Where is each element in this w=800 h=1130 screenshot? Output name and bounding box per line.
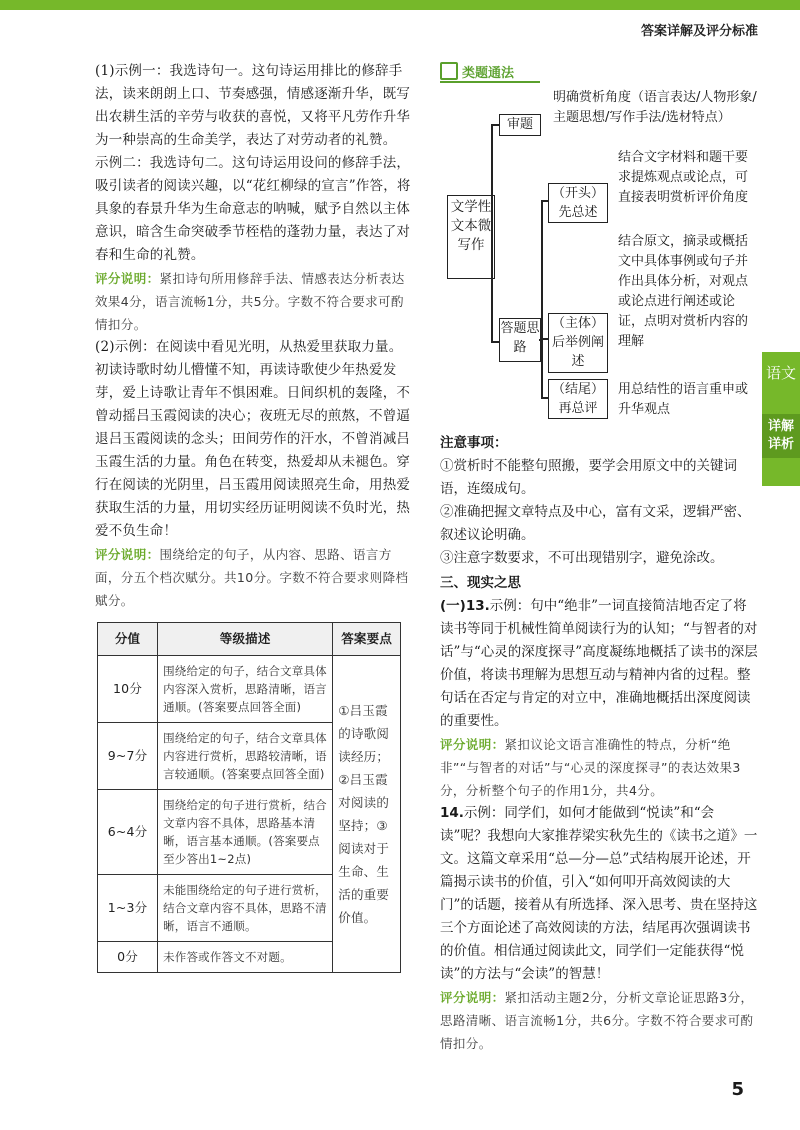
question-number: (一)13. bbox=[440, 598, 490, 614]
scoring-label: 评分说明： bbox=[95, 547, 160, 562]
mindmap-connector bbox=[541, 338, 548, 340]
mindmap-connector bbox=[541, 200, 548, 202]
note-item: ③注意字数要求，不可出现错别字，避免涂改。 bbox=[440, 550, 724, 566]
row-score: 0分 bbox=[98, 942, 158, 973]
scoring-note-3 bbox=[440, 733, 758, 802]
subject-side-tab bbox=[762, 352, 800, 486]
answer-1-example-1: (1)示例一：我选诗句一。这句诗运用排比的修辞手法，读来朗朗上口、节奏感强，情感逐渐升华，既写出农耕生活的辛劳与收获的喜悦，又将平凡劳作升华为一种崇高的生命美学，表达了对劳动者的礼赞。 bbox=[95, 63, 411, 148]
section-label: 详解详析 bbox=[762, 414, 800, 458]
row-score: 10分 bbox=[98, 656, 158, 723]
answer-text: 示例：句中“绝非”一词直接简洁地否定了将读书等同于机械性简单阅读行为的认知；“与智者的对话”与“心灵的深度探寻”高度凝练地概括了读书的深层价值，将读书理解为思想互动与精神内省的过程。整句话在否定与肯定的对立中，准确地概括出深度阅读的重要性。 bbox=[440, 598, 758, 729]
mindmap-text-shenti: 明确赏析角度（语言表达/人物形象/主题思想/写作手法/选材特点） bbox=[553, 90, 757, 125]
page-number: 5 bbox=[731, 1079, 744, 1100]
mindmap-connector bbox=[491, 124, 499, 126]
mindmap-text-kaitou: 结合文字材料和题干要求提炼观点或论点，可直接表明赏析评价角度 bbox=[618, 150, 749, 205]
scoring-label: 评分说明： bbox=[440, 990, 505, 1005]
row-description: 围绕给定的句子，结合文章具体内容进行赏析，思路较清晰，语言较通顺。(答案要点回答全面) bbox=[158, 723, 333, 790]
scoring-text: 紧扣诗句所用修辞手法、情感表达分析表达效果4分，语言流畅1分，共5分。字数不符合要求可酌情扣分。 bbox=[95, 271, 405, 332]
method-underline bbox=[440, 81, 540, 83]
row-score: 1~3分 bbox=[98, 875, 158, 942]
answer-2-example: (2)示例：在阅读中看见光明，从热爱里获取力量。初读诗歌时幼儿懵懂不知，再读诗歌使少年热爱发芽，爱上诗歌让青年不惧困难。日间织机的轰隆，不曾动摇吕玉霞阅读的决心；夜班无尽的煎熬，不曾逼退吕玉霞阅读的念头；田间劳作的汗水，不曾消减吕玉霞生活的力量。角色在转变，热爱却从未褪色。穿行在阅读的光阴里，吕玉霞用阅读照亮生命，用热爱获取生活的力量，用切实经历证明阅读不负时光，热爱不负生命！ bbox=[95, 339, 411, 539]
method-icon bbox=[440, 62, 458, 80]
question-number: 14. bbox=[440, 805, 464, 821]
row-description: 未作答或作答文不对题。 bbox=[158, 942, 333, 973]
row-score: 6~4分 bbox=[98, 790, 158, 875]
scoring-text: 围绕给定的句子，从内容、思路、语言方面，分五个档次赋分。共10分。字数不符合要求则降档赋分。 bbox=[95, 547, 409, 608]
answer-14 bbox=[440, 802, 758, 986]
header-key-points: 答案要点 bbox=[333, 623, 401, 656]
mindmap-node-silu: 答题思路 bbox=[499, 318, 541, 362]
notes-title: 注意事项： bbox=[440, 435, 508, 451]
scoring-note-1 bbox=[95, 267, 415, 336]
mindmap-root: 文学性文本微写作 bbox=[447, 195, 495, 279]
subject-label: 语文 bbox=[765, 364, 796, 382]
table-row bbox=[98, 656, 401, 723]
note-item: ②准确把握文章特点及中心，富有文采，逻辑严密、叙述议论明确。 bbox=[440, 504, 751, 543]
scoring-text: 紧扣活动主题2分，分析文章论证思路3分，思路清晰、语言流畅1分，共6分。字数不符合要求可酌情扣分。 bbox=[440, 990, 754, 1051]
scoring-note-4 bbox=[440, 986, 758, 1055]
row-description: 围绕给定的句子进行赏析，结合文章内容不具体，思路基本清晰，语言基本通顺。(答案要点至少答出1~2点) bbox=[158, 790, 333, 875]
scoring-label: 评分说明： bbox=[95, 271, 160, 286]
method-heading bbox=[440, 62, 514, 81]
mindmap-connector bbox=[541, 397, 548, 399]
scoring-text: 紧扣议论文语言准确性的特点，分析“绝非”“与智者的对话”与“心灵的深度探寻”的表达效果3分，分析整个句子的作用1分，共4分。 bbox=[440, 737, 741, 798]
mindmap-node-kaitou: （开头）先总述 bbox=[548, 183, 608, 223]
mindmap-node-shenti: 审题 bbox=[499, 114, 541, 136]
answer-text: 示例：同学们，如何才能做到“悦读”和“会读”呢？我想向大家推荐梁实秋先生的《读书之道》一文。这篇文章采用“总—分—总”式结构展开论述，开篇揭示读书的价值，引入“如何叩开高效阅读的大门”的话题，接着从有所选择、深入思考、贵在坚持这三个方面论述了高效阅读的方法，结尾再次强调读书的价值。相信通过阅读此文，同学们一定能获得“悦读”的方法与“会读”的智慧！ bbox=[440, 805, 758, 982]
left-column bbox=[95, 60, 415, 973]
scoring-label: 评分说明： bbox=[440, 737, 505, 752]
scoring-note-2 bbox=[95, 543, 415, 612]
page-header: 答案详解及评分标准 bbox=[640, 24, 758, 39]
note-item: ①赏析时不能整句照搬，要学会用原文中的关键词语，连缀成句。 bbox=[440, 458, 737, 497]
section-heading: 三、现实之思 bbox=[440, 575, 521, 591]
table-header-row bbox=[98, 623, 401, 656]
mindmap-text-jiewei: 用总结性的语言重申或升华观点 bbox=[618, 382, 749, 417]
answer-13 bbox=[440, 595, 758, 733]
mindmap-text-zhuti: 结合原文，摘录或概括文中具体事例或句子并作出具体分析，对观点或论点进行阐述或论证，点明对赏析内容的理解 bbox=[618, 234, 749, 349]
mindmap-connector bbox=[491, 341, 499, 343]
method-heading-text: 类题通法 bbox=[462, 66, 515, 81]
key-points-cell: ①吕玉霞的诗歌阅读经历；②吕玉霞对阅读的坚持；③阅读对于生命、生活的重要价值。 bbox=[333, 656, 401, 973]
mindmap-trunk-line bbox=[491, 124, 493, 342]
answer-1-example-2: 示例二：我选诗句二。这句诗运用设问的修辞手法，吸引读者的阅读兴趣，以“花红柳绿的宣言”作答，将具象的春景升华为生命意志的呐喊，赋予自然以主体意识，暗含生命突破季节桎梏的蓬勃力量，表达了对春和生命的礼赞。 bbox=[95, 155, 411, 263]
mindmap-branch-line bbox=[541, 200, 543, 398]
row-description: 围绕给定的句子，结合文章具体内容深入赏析，思路清晰，语言通顺。(答案要点回答全面) bbox=[158, 656, 333, 723]
grading-table bbox=[97, 622, 401, 973]
header-score: 分值 bbox=[98, 623, 158, 656]
row-score: 9~7分 bbox=[98, 723, 158, 790]
top-color-bar bbox=[0, 0, 800, 10]
mindmap-node-jiewei: （结尾）再总评 bbox=[548, 379, 608, 419]
header-description: 等级描述 bbox=[158, 623, 333, 656]
mindmap-node-zhuti: （主体）后举例阐述 bbox=[548, 313, 608, 373]
right-column-text bbox=[440, 432, 758, 1055]
row-description: 未能围绕给定的句子进行赏析，结合文章内容不具体，思路不清晰，语言不通顺。 bbox=[158, 875, 333, 942]
